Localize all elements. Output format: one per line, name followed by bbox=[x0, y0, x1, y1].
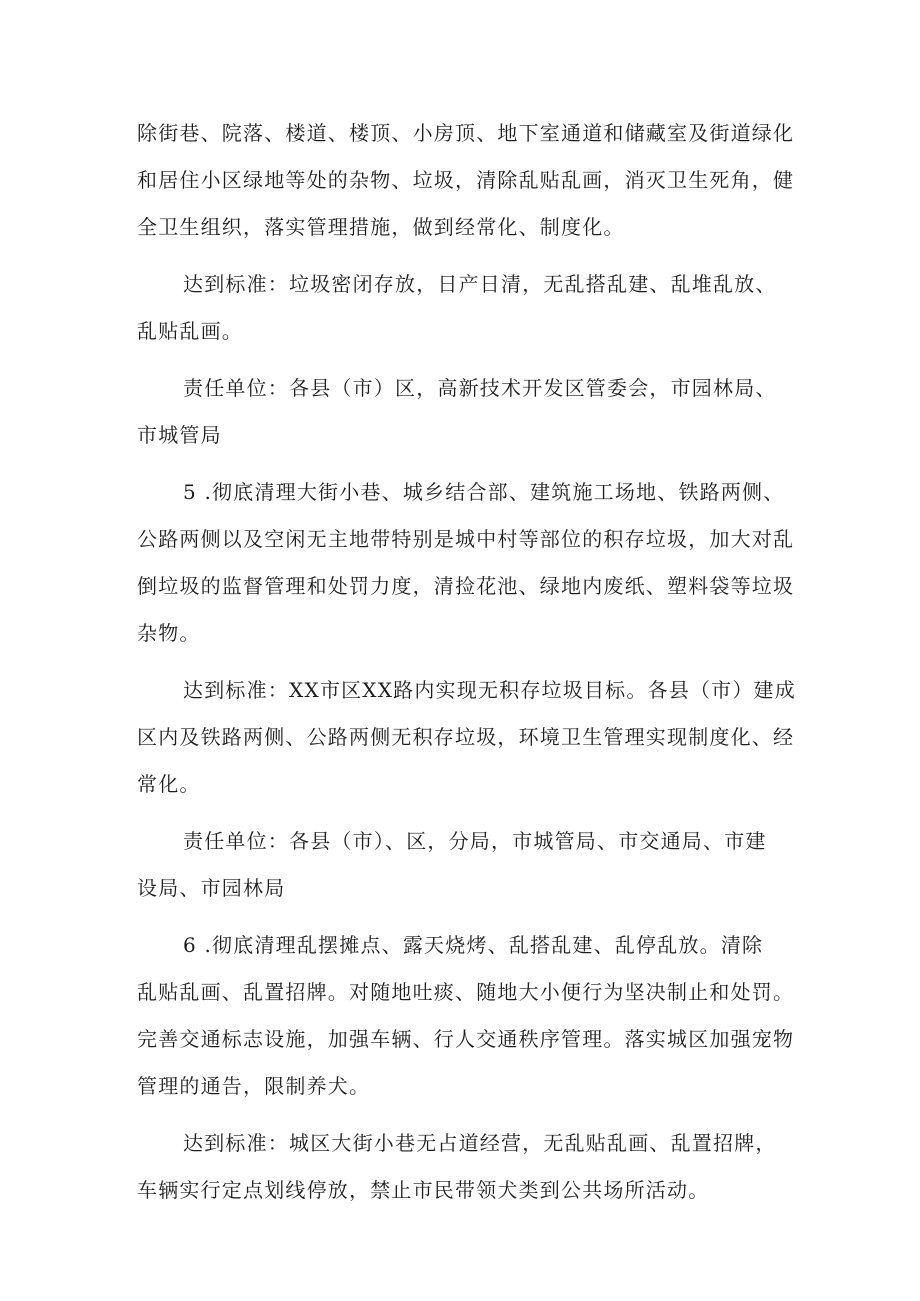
paragraph-standard-5 bbox=[137, 667, 797, 808]
paragraph-standard-6 bbox=[137, 1120, 797, 1214]
text-line: 和居住小区绿地等处的杂物、垃圾，清除乱贴乱画，消灭卫生死角，健 bbox=[137, 168, 795, 192]
document-body bbox=[137, 110, 797, 1224]
text-line: 杂物。 bbox=[137, 621, 201, 645]
text-line: 6 .彻底清理乱摆摊点、露天烧烤、乱搭乱建、乱停乱放。清除 bbox=[183, 933, 764, 957]
text-line: 区内及铁路两侧、公路两侧无积存垃圾，环境卫生管理实现制度化、经 bbox=[137, 725, 795, 749]
text-line: 完善交通标志设施，加强车辆、行人交通秩序管理。落实城区加强宠物 bbox=[137, 1027, 795, 1051]
text-line: 管理的通告，限制养犬。 bbox=[137, 1074, 371, 1098]
text-line: 乱贴乱画。 bbox=[137, 319, 243, 343]
text-line: 乱贴乱画、乱置招牌。对随地吐痰、随地大小便行为坚决制止和处罚。 bbox=[137, 980, 795, 1004]
text-line: 全卫生组织，落实管理措施，做到经常化、制度化。 bbox=[137, 215, 625, 239]
text-line: 除街巷、院落、楼道、楼顶、小房顶、地下室通道和储藏室及街道绿化 bbox=[137, 121, 795, 145]
text-line: 公路两侧以及空闲无主地带特别是城中村等部位的积存垃圾，加大对乱 bbox=[137, 527, 795, 551]
text-line: 达到标准：XX市区XX路内实现无积存垃圾目标。各县（市）建成 bbox=[183, 678, 796, 702]
text-line: 5 .彻底清理大街小巷、城乡结合部、建筑施工场地、铁路两侧、 bbox=[183, 480, 785, 504]
paragraph-standard-4 bbox=[137, 261, 797, 355]
text-line: 倒垃圾的监督管理和处罚力度，清捡花池、绿地内废纸、塑料袋等垃圾 bbox=[137, 574, 795, 598]
paragraph-responsible-4 bbox=[137, 365, 797, 459]
paragraph-cleanup-scope bbox=[137, 110, 797, 251]
text-line: 达到标准：城区大街小巷无占道经营，无乱贴乱画、乱置招牌， bbox=[183, 1131, 777, 1155]
paragraph-responsible-5 bbox=[137, 818, 797, 912]
paragraph-item-6 bbox=[137, 922, 797, 1110]
text-line: 常化。 bbox=[137, 772, 201, 796]
text-line: 设局、市园林局 bbox=[137, 876, 286, 900]
text-line: 责任单位：各县（市）、区，分局，市城管局、市交通局、市建 bbox=[183, 829, 767, 853]
text-line: 达到标准：垃圾密闭存放，日产日清，无乱搭乱建、乱堆乱放、 bbox=[183, 272, 777, 296]
paragraph-item-5 bbox=[137, 469, 797, 657]
text-line: 车辆实行定点划线停放，禁止市民带领犬类到公共场所活动。 bbox=[137, 1178, 710, 1202]
text-line: 责任单位：各县（市）区，高新技术开发区管委会，市园林局、 bbox=[183, 376, 777, 400]
text-line: 市城管局 bbox=[137, 423, 222, 447]
